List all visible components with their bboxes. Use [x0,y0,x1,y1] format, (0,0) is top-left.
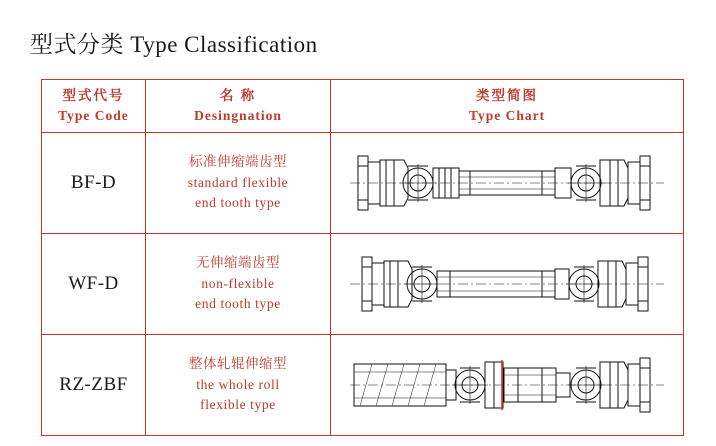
column-header-type-chart-cn: 类型简图 [476,88,538,104]
column-header-designation [146,80,331,133]
type-classification-table [41,79,684,436]
type-code-value: RZ-ZBF [42,335,146,436]
designation-cn: 无伸缩端齿型 [196,254,280,270]
designation-cn: 整体轧辊伸缩型 [189,355,287,371]
designation-en-line1: non-flexible [201,275,275,291]
column-header-type-code-en: Type Code [58,108,129,123]
designation-value [146,133,331,234]
designation-value [146,234,331,335]
designation-en-line1: standard flexible [187,174,289,190]
designation-en-line2: flexible type [200,397,276,413]
type-code-value: BF-D [42,133,146,234]
table-row [42,234,684,335]
column-header-type-chart-en: Type Chart [468,108,546,123]
column-header-type-chart [331,80,684,133]
shaft-drawing-standard-flexible [331,133,683,233]
table-row [42,335,684,436]
designation-en-line2: end tooth type [195,195,281,211]
column-header-type-code-cn: 型式代号 [62,88,125,104]
type-chart-cell [331,335,684,436]
designation-cn: 标准伸缩端齿型 [189,153,287,169]
designation-en-line2: end tooth type [195,296,281,312]
page-title: 型式分类 Type Classification [30,32,318,57]
column-header-type-code [42,80,146,133]
type-code-value: WF-D [42,234,146,335]
shaft-drawing-whole-roll-flexible [331,335,683,435]
designation-en-line1: the whole roll [196,376,280,392]
column-header-designation-en: Desingnation [194,108,282,123]
designation-value [146,335,331,436]
table-row [42,133,684,234]
type-chart-cell [331,133,684,234]
column-header-designation-cn: 名 称 [219,88,257,104]
table-header-row [42,80,684,133]
type-chart-cell [331,234,684,335]
shaft-drawing-non-flexible [331,234,683,334]
